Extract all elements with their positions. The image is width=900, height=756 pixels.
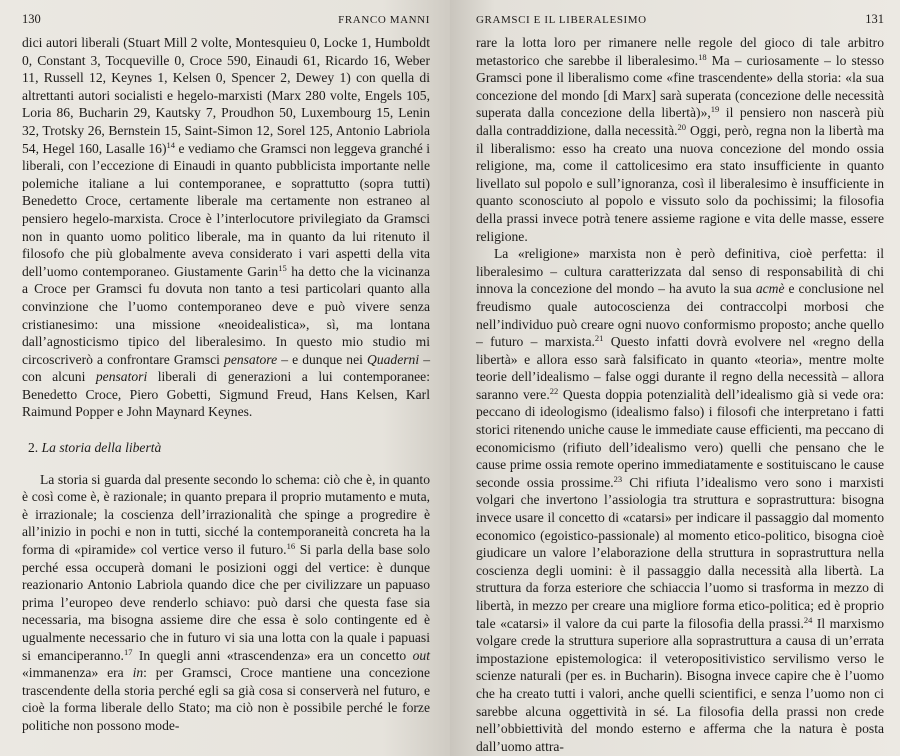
footnote-ref[interactable]: 17 xyxy=(123,646,133,657)
page-number-left: 130 xyxy=(22,12,41,26)
section-heading xyxy=(22,439,430,457)
running-head-title: GRAMSCI E IL LIBERALESIMO xyxy=(476,14,647,26)
right-body xyxy=(476,34,884,755)
footnote-ref[interactable]: 19 xyxy=(710,104,720,115)
footnote-ref[interactable]: 14 xyxy=(166,139,175,150)
section-title: La storia della libertà xyxy=(41,440,162,456)
paragraph: La «religione» marxista non è però definitiva, cioè perfetta: il liberalesimo – cultura caratterizzata dal senso di responsabilità di chi innova la concezione del mondo – ha avuto la sua acmè e conclusione nel freudismo quale autocoscienza dei contraccolpi morbosi che nell’individuo può creare ogni nuovo conformismo proposto; anche quello – futuro – marxista.$^{21}$ Questo infatti dovrà evolvere nel «regno della libertà» e allora esso sarà falsificato in quanto «teoria», mentre molte teorie dell’idealismo – false oggi durante il regno della necessità – allora saranno vere.$^{22}$ Questa doppia potenzialità dell’idealismo già si vede ora: peccano di ideologismo (idealismo falso) i filosofi che interpretano i fatti storici ritenendo uniche cause le immediate cause efficienti, ma peccano di economicismo (rifiuto dell’idealismo vero) quelli che pensano che le cause prime ossia remote operino immediatamente e sostituiscano le cause seconde ossia prossime.$^{23}$ Chi rifiuta l’idealismo vero sono i marxisti volgari che invertono l’assiologia tra struttura e soprastruttura: bisogna invece usare il concetto di «catarsi» per indicare il passaggio dal momento economico (egoistico-passionale) al momento etico-politico, bisogna cioè giudicare un valore l’elaborazione della struttura in soprastruttura nella coscienza degli uomini: è il passaggio dalla necessità alla libertà. La struttura da forza esteriore che schiaccia l’uomo si trasforma in mezzo di libertà, in mezzo per creare una migliore forma etico-politica; ed è proprio tale «catarsi» il valore da cui parte la filosofia della prassi.$^{24}$ Il marxismo volgare crede la struttura superiore alla soprastruttura a causa di un’errata impostazione epistemologica: il veteropositivistico servilismo verso le scienze naturali (per es. in Bucharin). Bisogna invece capire che è l’uomo che ha creato tutti i valori, anche quelli scientifici, e senza l’uomo non ci sarebbe alcuna oggettività in sé. La filosofia della prassi non crede nell’obbiettività del mondo esterno e afferma che la natura è posta dall’uomo attra- xyxy=(476,246,885,754)
footnote-ref[interactable]: 18 xyxy=(698,51,707,62)
footnote-ref[interactable]: 21 xyxy=(594,333,604,344)
footnote-ref[interactable]: 23 xyxy=(613,473,623,484)
running-head-left xyxy=(22,12,430,30)
footnote-ref[interactable]: 20 xyxy=(677,121,687,132)
footnote-ref[interactable]: 16 xyxy=(286,541,296,552)
page-number-right: 131 xyxy=(865,12,884,26)
paragraph: La storia si guarda dal presente secondo lo schema: ciò che è, in quanto è così come è, è razionale; in quanto prepara il proprio mutamento e muta, è irrazionale; la coscienza dell’irrazionalità che spinge a progredire è all’inizio in pochi e non in tutti, sicché la contemporaneità concreta ha la forma di «piramide» col vertice verso il futuro.$^{16}$ Si parla della base solo perché essa occuperà domani le posizioni oggi del vertice: è dunque reazionario Antonio Labriola quando dice che per civilizzare un papuaso prima l’europeo deve renderlo schiavo: può darsi che questa fase sia necessaria, ma bisogna assieme dire che essa è solo contingente ed è ugualmente necessario che in futuro vi sia una lotta con la quale i papuasi si emanciperanno.$^{17}$ In quegli anni «trascendenza» era un concetto out «immanenza» era in: per Gramsci, Croce mantiene una concezione trascendente della storia perché egli sa già cosa si conserverà nel futuro, e cioè la forma liberale dello Stato; ma ciò non è possibile perché le forze politiche non possono mode- xyxy=(22,471,431,733)
paragraph: rare la lotta loro per rimanere nelle regole del gioco di tale arbitro metastorico che sarebbe il liberalesimo.$^{18}$ Ma – curiosamente – lo stesso Gramsci pone il liberalismo come «fine trascendente» della storia: «la sua concezione del mondo [di Marx] sarà superata (concezione delle necessità superata dalla concezione della libertà)»,$^{19}$ il pensiero non nascerà più dalla contraddizione, dalla necessità.$^{20}$ Oggi, però, regna non la libertà ma il liberalismo: esso ha creato una nuova concezione del mondo ossia religione, ma, come il cattolicesimo era stato insufficiente in quanto livellato sul popolo e sull’ignoranza, così il liberalesimo è insufficiente in quanto sconosciuto al popolo e vissuto solo da pochissimi; la filosofia della prassi invece potrà tenere assieme ragione e vita delle masse, essere religione. xyxy=(476,35,884,244)
right-page xyxy=(450,0,900,756)
running-head-author: FRANCO MANNI xyxy=(338,14,430,26)
footnote-ref[interactable]: 15 xyxy=(278,262,287,273)
paragraph: dici autori liberali (Stuart Mill 2 volte, Montesquieu 0, Locke 1, Humboldt 0, Constant 3, Tocqueville 0, Croce 590, Einaudi 61, Ricardo 16, Weber 11, Russell 12, Keynes 1, Kelsen 0, Spencer 2, Dewey 1) con quella di altrettanti autori socialisti e hegelo-marxisti (Marx 280 volte, Engels 105, Loria 86, Bucharin 29, Kautsky 7, Proudhon 50, Luxembourg 15, Lenin 32, Trotsky 26, Bernstein 15, Saint-Simon 12, Sorel 125, Antonio Labriola 54, Hegel 160, Lasalle 16)$^{14}$ e vediamo che Gramsci non leggeva granché i liberali, con l’eccezione di Einaudi in quanto pubblicista importante nelle polemiche italiane a lui contemporanee, e soprattutto (sopra tutti) Benedetto Croce, certamente liberale ma certamente non estraneo al pensiero hegelo-marxista. Croce è l’interlocutore privilegiato da Gramsci non in quanto uomo politico liberale, ma in quanto da lui ritenuto il filosofo che più globalmente aveva considerato i vari aspetti della vita dell’uomo contemporaneo. Giustamente Garin$^{15}$ ha detto che la vicinanza a Croce per Gramsci fu dovuta non tanto a tesi particolari quanto alla convinzione che l’uomo contemporaneo deve e può vivere senza cristianesimo: una missione «neoidealistica», sì, ma lontana dall’agnosticismo tipico del liberalesimo. In questo mio studio mi circoscriverò a confrontare Gramsci pensatore – e dunque nei Quaderni – con alcuni pensatori liberali di generazioni a lui contemporanee: Benedetto Croce, Piero Gobetti, Sigmund Freud, Hans Kelsen, Karl Raimund Popper e John Maynard Keynes. xyxy=(22,35,430,420)
footnote-ref[interactable]: 22 xyxy=(549,385,559,396)
footnote-ref[interactable]: 24 xyxy=(803,614,813,625)
section-number: 2. xyxy=(28,440,39,456)
left-body xyxy=(22,34,430,735)
running-head-right xyxy=(476,12,884,30)
